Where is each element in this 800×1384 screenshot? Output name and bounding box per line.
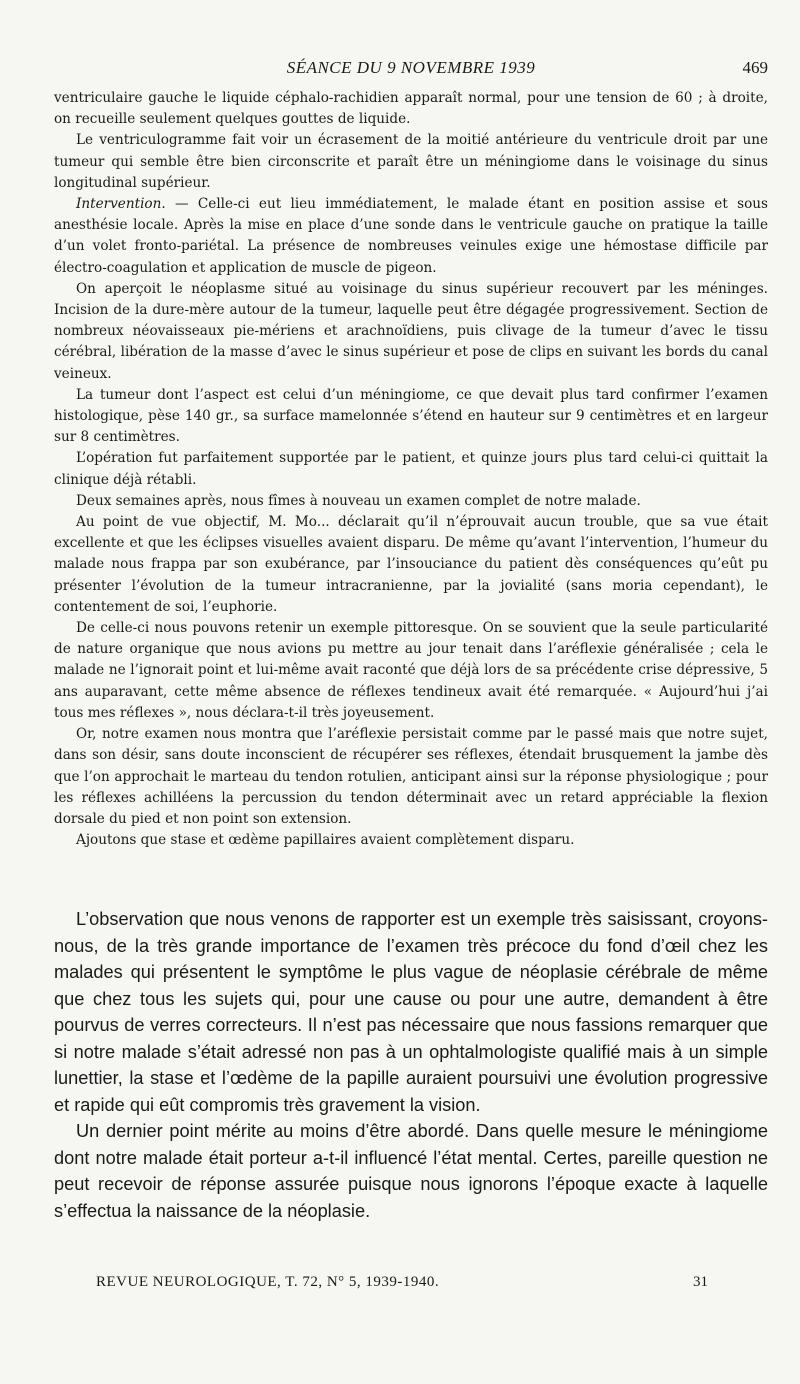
paragraph: Un dernier point mérite au moins d’être abordé. Dans quelle mesure le méningiome dont notre malade était porteur a-t-il influencé l’état mental. Certes, pareille question ne peut recevoir de réponse assurée puisque nous ignorons l’époque exacte à laquelle s’effectua la naissance de la néoplasie. bbox=[54, 1121, 768, 1221]
paragraph: Au point de vue objectif, M. Mo... déclarait qu’il n’éprouvait aucun trouble, que sa vue était excellente et que les éclipses visuelles avaient disparu. De même qu’avant l’intervention, l’humeur du malade nous frappa par son exubérance, par l’insouciance du patient dès conséquences qu’eût pu présenter l’évolution de la tumeur intracranienne, par la jovialité (sans moria cependant), le contentement de soi, l’euphorie. bbox=[54, 514, 768, 615]
page-footer bbox=[96, 1274, 708, 1296]
running-title: SÉANCE DU 9 NOVEMBRE 1939 bbox=[286, 58, 536, 77]
paragraph: L’opération fut parfaitement supportée par le patient, et quinze jours plus tard celui-ci quittait la clinique déjà rétabli. bbox=[54, 450, 768, 488]
paragraph: On aperçoit le néoplasme situé au voisinage du sinus supérieur recouvert par les méninges. Incision de la dure-mère autour de la tumeur, laquelle peut être dégagée progressivement. Section de nombreux néovaisseaux pie-mériens et arachnoïdiens, puis clivage de la tumeur d’avec le tissu cérébral, libération de la masse d’avec le sinus supérieur et pose de clips en suivant les bords du canal veineux. bbox=[54, 280, 768, 382]
paragraph: La tumeur dont l’aspect est celui d’un méningiome, ce que devait plus tard confirmer l’examen histologique, pèse 140 gr., sa surface mamelonnée s’étend en hauteur sur 9 centimètres et en largeur sur 8 centimètres. bbox=[54, 386, 768, 446]
intervention-label: Intervention. bbox=[76, 196, 166, 213]
paragraph: Le ventriculogramme fait voir un écrasement de la moitié antérieure du ventricule droit par une tumeur qui semble être bien circonscrite et paraît être un méningiome dans le voisinage du sinus longitudinal supérieur. bbox=[54, 132, 768, 191]
page-number: 469 bbox=[742, 58, 768, 77]
paragraph: ventriculaire gauche le liquide céphalo-rachidien apparaît normal, pour une tension de 60 ; à droite, on recueille seulement quelques gouttes de liquide. bbox=[54, 90, 768, 128]
paragraph: Deux semaines après, nous fîmes à nouveau un examen complet de notre malade. bbox=[76, 492, 641, 509]
discussion-text bbox=[54, 906, 768, 1224]
paragraph: L’observation que nous venons de rapporter est un exemple très saisissant, croyons-nous, de la très grande importance de l’examen très précoce du fond d’œil chez les malades qui présentent le symptôme le plus vague de néoplasie cérébrale de même que chez tous les sujets qui, pour une cause ou pour une autre, demandent à être pourvus de verres correcteurs. Il n’est pas nécessaire que nous fassions remarquer que si notre malade s’était adressé non pas à un ophtalmologiste qualifié mais à un simple lunettier, la stase et l’œdème de la papille auraient poursuivi une évolution progressive et rapide qui eût compromis très gravement la vision. bbox=[54, 909, 768, 1115]
paragraph-text: — Celle-ci eut lieu immédiatement, le malade étant en position assise et sous anesthésie locale. Après la mise en place d’une sonde dans le ventricule gauche on pratique la taille d’un volet fronto-pariétal. La présence de nombreuses veinules exige une hémostase difficile par électro-coagulation et application de muscle de pigeon. bbox=[54, 196, 768, 276]
running-header bbox=[54, 58, 768, 82]
paragraph: De celle-ci nous pouvons retenir un exemple pittoresque. On se souvient que la seule particularité de nature organique que nous avions pu mettre au jour tenait dans l’aréflexie généralisée ; cela le malade ne l’ignorait point et lui-même avait raconté que déjà lors de sa précédente crise dépressive, 5 ans auparavant, cette même absence de réflexes tendineux avait été remarquée. « Aujourd’hui j’ai tous mes réflexes », nous déclara-t-il très joyeusement. bbox=[54, 620, 768, 721]
paragraph: Ajoutons que stase et œdème papillaires avaient complètement disparu. bbox=[76, 832, 575, 849]
sheet-number: 31 bbox=[693, 1274, 708, 1290]
case-report-text bbox=[54, 88, 768, 851]
paragraph bbox=[54, 194, 768, 279]
paragraph: Or, notre examen nous montra que l’aréflexie persistait comme par le passé mais que notre sujet, dans son désir, sans doute inconscient de récupérer ses réflexes, étendait brusquement la jambe dès que l’on approchait le marteau du tendon rotulien, anticipant ainsi sur la réponse physiologique ; pour les réflexes achilléens la percussion du tendon déterminait avec un retard appréciable la flexion dorsale du pied et non point son extension. bbox=[54, 726, 768, 827]
journal-citation: REVUE NEUROLOGIQUE, T. 72, N° 5, 1939-1940. bbox=[96, 1274, 440, 1290]
